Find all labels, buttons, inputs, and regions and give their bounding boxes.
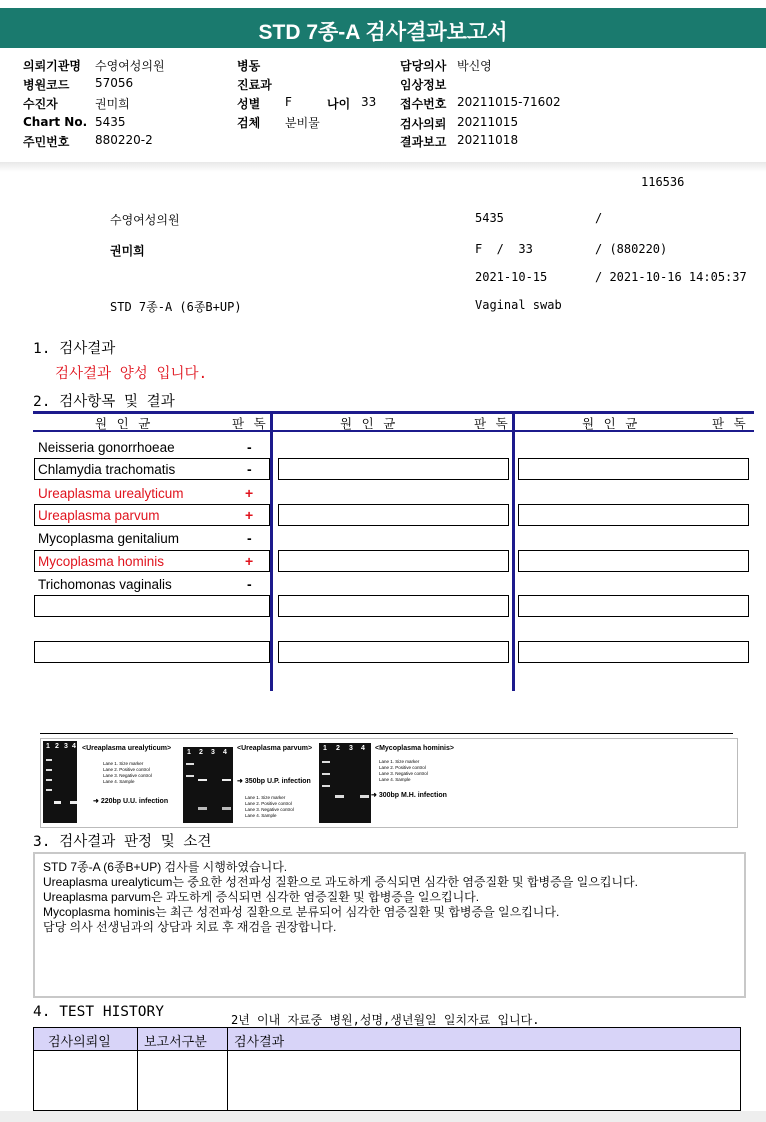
lane-number: 4 (223, 749, 227, 756)
judge-mycoplasma-genitalium: - (247, 530, 252, 546)
info-report-datetime: / 2021-10-16 14:05:37 (595, 270, 747, 284)
judge-neisseria: - (247, 439, 252, 455)
gel-panel1-band: ➜ 220bp U.U. infection (93, 798, 169, 805)
opinion-line: 담당 의사 선생님과의 상담과 치료 후 재검을 권장합니다. (43, 920, 337, 934)
history-note: 2년 이내 자료중 병원,성명,생년월일 일치자료 입니다. (231, 1013, 540, 1027)
chart-label: Chart No. (23, 115, 88, 129)
patient-label: 수진자 (23, 97, 58, 111)
column-divider-2 (512, 411, 515, 691)
doctor-label: 담당의사 (400, 59, 447, 73)
req-org-value: 수영여성의원 (95, 59, 165, 73)
specimen-label: 검체 (237, 116, 261, 130)
col-org-2: 원 인 균 (340, 416, 397, 431)
section4-title: 4. TEST HISTORY (33, 1004, 164, 1020)
gel-electrophoresis-image (40, 738, 738, 828)
opinion-box (33, 852, 746, 998)
info-specimen: Vaginal swab (475, 298, 562, 312)
empty-row-box (278, 595, 509, 617)
col-judge-2: 판 독 (474, 416, 509, 431)
organism-ureaplasma-parvum: Ureaplasma parvum (38, 508, 160, 523)
section2-title: 2. 검사항목 및 결과 (33, 394, 175, 410)
sex-label: 성별 (237, 97, 261, 111)
empty-row-box (278, 458, 509, 480)
history-col-type: 보고서구분 (144, 1035, 207, 1050)
organism-chlamydia: Chlamydia trachomatis (38, 462, 176, 477)
col-judge-3: 판 독 (712, 416, 747, 431)
opinion-line: Mycoplasma hominis는 최근 성전파성 질환으로 분류되어 심각한 염증질환 및 합병증을 일으킵니다. (43, 905, 560, 919)
sex-value: F (285, 95, 292, 109)
empty-row-box (34, 595, 270, 617)
lane-number: 4 (72, 743, 76, 750)
opinion-text (43, 860, 638, 935)
test-req-label: 검사의뢰 (400, 117, 447, 131)
info-birth: / (880220) (595, 242, 668, 256)
organism-mycoplasma-hominis: Mycoplasma hominis (38, 554, 165, 569)
history-col-date: 검사의뢰일 (48, 1035, 111, 1050)
organism-ureaplasma-urealyticum: Ureaplasma urealyticum (38, 486, 184, 501)
info-slash: / (595, 211, 603, 225)
column-divider-1 (270, 411, 273, 691)
lane-number: 2 (199, 749, 203, 756)
info-patient: 권미희 (110, 244, 145, 258)
col-org-3: 원 인 균 (582, 416, 639, 431)
info-sex-age: F / 33 (475, 242, 533, 256)
hosp-code-value: 57056 (95, 76, 134, 90)
organism-trichomonas: Trichomonas vaginalis (38, 577, 172, 592)
info-test-name: STD 7종-A (6종B+UP) (110, 300, 242, 314)
resident-value: 880220-2 (95, 133, 153, 147)
age-value: 33 (361, 95, 377, 109)
result-rep-label: 결과보고 (400, 135, 447, 149)
lane-number: 3 (64, 743, 68, 750)
lane-number: 4 (361, 745, 365, 752)
gel-panel-urealyticum (43, 741, 77, 823)
organism-mycoplasma-genitalium: Mycoplasma genitalium (38, 531, 180, 546)
opinion-line: STD 7종-A (6종B+UP) 검사를 시행하였습니다. (43, 860, 288, 874)
gel-panel-parvum (183, 747, 233, 823)
doctor-value: 박신영 (457, 59, 492, 73)
dept-label: 진료과 (237, 78, 272, 92)
page-bottom-band (0, 1111, 766, 1122)
history-col-result: 검사결과 (234, 1035, 285, 1050)
patient-value: 권미희 (95, 97, 130, 111)
section3-title: 3. 검사결과 판정 및 소견 (33, 834, 212, 850)
organism-neisseria: Neisseria gonorrhoeae (38, 440, 175, 455)
result-rep-value: 20211018 (457, 133, 519, 147)
age-label: 나이 (327, 97, 351, 111)
lane-number: 3 (211, 749, 215, 756)
empty-row-box (278, 504, 509, 526)
empty-row-box (518, 458, 749, 480)
empty-row-box (518, 641, 749, 663)
resident-label: 주민번호 (23, 135, 70, 149)
gel-panel3-band: ➜ 300bp M.H. infection (371, 792, 447, 799)
lane-number: 2 (55, 743, 59, 750)
col-org-1: 원 인 균 (95, 416, 152, 431)
gel-panel3-title: <Mycoplasma hominis> (375, 745, 454, 752)
gel-panel2-title: <Ureaplasma parvum> (237, 745, 313, 752)
gel-panel1-title: <Ureaplasma urealyticum> (82, 745, 172, 752)
judge-ureaplasma-urealyticum: + (245, 485, 254, 501)
gel-panel2-band: ➜ 350bp U.P. infection (237, 778, 311, 785)
ward-label: 병동 (237, 59, 261, 73)
specimen-value: 분비물 (285, 116, 320, 130)
judge-mycoplasma-hominis: + (245, 553, 254, 569)
lane-number: 1 (46, 743, 50, 750)
empty-row-box (278, 641, 509, 663)
chart-value: 5435 (95, 115, 126, 129)
hosp-code-label: 병원코드 (23, 78, 70, 92)
lane-number: 3 (349, 745, 353, 752)
title-banner (0, 8, 766, 48)
history-table (33, 1027, 741, 1111)
judge-chlamydia: - (247, 461, 252, 477)
empty-row-box (518, 550, 749, 572)
gel-top-rule (40, 733, 733, 734)
report-title: STD 7종-A 검사결과보고서 (258, 21, 508, 44)
col-judge-1: 판 독 (232, 416, 267, 431)
req-org-label: 의뢰기관명 (23, 59, 81, 73)
clinical-label: 임상정보 (400, 78, 447, 92)
opinion-line: Ureaplasma urealyticum는 중요한 성전파성 질환으로 과도하게 증식되면 심각한 염증질환 및 합병증을 일으킵니다. (43, 875, 638, 889)
lane-number: 1 (323, 745, 327, 752)
judge-ureaplasma-parvum: + (245, 507, 254, 523)
id-number: 116536 (641, 175, 685, 189)
opinion-line: Ureaplasma parvum은 과도하게 증식되면 심각한 염증질환 및 합병증을 일으킵니다. (43, 890, 480, 904)
header-divider (0, 162, 766, 172)
gel-legend: Lane 1. Size marker Lane 2. Positive control Lane 3. Negative control Lane 4. Sample (103, 761, 152, 784)
history-header (34, 1028, 740, 1051)
gel-legend: Lane 1. Size marker Lane 2. Positive control Lane 3. Negative control Lane 4. Sample (245, 795, 294, 818)
judge-trichomonas: - (247, 576, 252, 592)
receipt-label: 접수번호 (400, 97, 447, 111)
info-chart-no: 5435 (475, 211, 504, 225)
empty-row-box (278, 550, 509, 572)
lane-number: 2 (336, 745, 340, 752)
empty-row-box (518, 504, 749, 526)
lane-number: 1 (187, 749, 191, 756)
gel-panel-hominis (319, 743, 371, 823)
info-collect-date: 2021-10-15 (475, 270, 548, 284)
receipt-value: 20211015-71602 (457, 95, 561, 109)
gel-legend: Lane 1. Size marker Lane 2. Positive control Lane 3. Negative control Lane 4. Sample (379, 759, 428, 782)
empty-row-box (518, 595, 749, 617)
positive-result-text: 검사결과 양성 입니다. (55, 366, 208, 382)
test-req-value: 20211015 (457, 115, 519, 129)
empty-row-box (34, 641, 270, 663)
section1-title: 1. 검사결과 (33, 341, 116, 357)
info-clinic: 수영여성의원 (110, 213, 180, 227)
